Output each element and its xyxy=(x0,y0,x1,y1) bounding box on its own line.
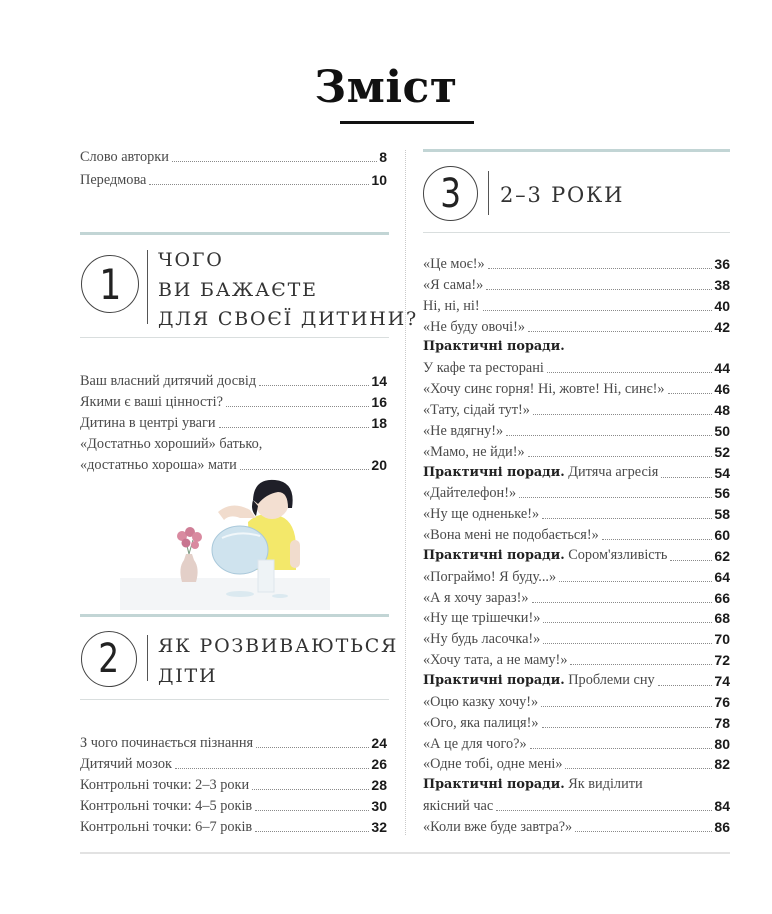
toc-entry[interactable] xyxy=(423,629,730,649)
toc-entry-label xyxy=(423,336,565,357)
leader-dots xyxy=(559,581,712,582)
toc-entry-page: 58 xyxy=(714,506,730,523)
chapter-2-divider xyxy=(147,635,148,681)
chapter-3-bottom-rule xyxy=(423,232,730,233)
chapter-1-number-badge xyxy=(81,255,139,313)
toc-entry-label: Ваш власний дитячий досвід xyxy=(80,373,257,389)
leader-dots xyxy=(565,768,712,769)
toc-entry-label xyxy=(423,567,556,587)
toc-entry-label xyxy=(423,296,480,316)
girl-pouring-water-illustration xyxy=(100,470,350,610)
practical-tips-label: Практичні поради. xyxy=(423,464,565,480)
leader-dots xyxy=(528,331,712,332)
toc-entry-page: 60 xyxy=(714,527,730,544)
toc-entry-label xyxy=(423,774,643,795)
toc-entry[interactable] xyxy=(423,442,730,462)
leader-dots xyxy=(542,518,712,519)
toc-entry-label: З чого починається пізнання xyxy=(80,735,254,751)
toc-entry-page: 78 xyxy=(714,714,730,731)
toc-entry-page: 30 xyxy=(371,798,387,814)
toc-entry[interactable] xyxy=(423,463,730,483)
leader-dots xyxy=(496,810,712,811)
toc-entry-text: «Коли вже буде завтра?» xyxy=(423,818,573,835)
toc-entry[interactable] xyxy=(80,392,387,412)
practical-tips-label: Практичні поради. xyxy=(423,777,565,793)
page-title: Зміст xyxy=(314,62,458,113)
toc-entry-label xyxy=(423,608,540,628)
toc-entry-label xyxy=(423,754,562,774)
toc-entry[interactable] xyxy=(423,525,730,545)
toc-entry-page: 36 xyxy=(714,256,730,272)
toc-entry-text: Дитяча агресія xyxy=(564,463,659,480)
toc-entry[interactable] xyxy=(423,421,730,441)
toc-entry-page: 16 xyxy=(371,394,387,410)
toc-entry-label xyxy=(423,400,530,420)
toc-entry-text: «А я хочу зараз!» xyxy=(423,589,529,606)
chapter-1-title-line: ЧОГО xyxy=(158,249,224,271)
toc-entry-label xyxy=(423,421,503,441)
toc-entry[interactable] xyxy=(423,358,730,378)
chapter-3-title-line: 2–3 РОКИ xyxy=(500,183,625,207)
toc-entry-text: «Одне тобі, одне мені» xyxy=(423,756,563,773)
toc-entry[interactable] xyxy=(423,650,730,670)
chapter-1-title-line: ДЛЯ СВОЄЇ ДИТИНИ? xyxy=(158,308,419,330)
chapter-1-top-rule xyxy=(80,232,389,235)
toc-entry-text: «Ну ще трішечки!» xyxy=(423,610,541,627)
toc-entry-label: Передмова xyxy=(80,172,147,188)
chapter-1-divider xyxy=(147,250,148,324)
toc-entry-text: «Дайтелефон!» xyxy=(423,485,517,502)
toc-entry-label xyxy=(423,379,665,399)
toc-entry-label xyxy=(423,817,572,837)
toc-entry-label: Якими є ваші цінності? xyxy=(80,394,223,410)
toc-entry-page: 14 xyxy=(371,373,387,389)
chapter-3-number-badge xyxy=(423,166,478,221)
toc-entry[interactable] xyxy=(423,567,730,587)
leader-dots xyxy=(255,810,369,811)
toc-entry-page: 52 xyxy=(714,443,730,460)
leader-dots xyxy=(488,268,713,269)
toc-entry-text: «Хочу синє горня! Ні, жовте! Ні, синє!» xyxy=(423,381,665,398)
toc-entry[interactable] xyxy=(423,254,730,274)
leader-dots xyxy=(670,560,712,561)
toc-entry-label xyxy=(423,796,493,816)
title-underline xyxy=(340,121,474,124)
leader-dots xyxy=(172,161,377,162)
toc-entry-label xyxy=(423,545,667,566)
toc-entry-page: 62 xyxy=(714,547,730,564)
toc-entry-text: «Тату, сідай тут!» xyxy=(423,401,530,418)
toc-entry[interactable] xyxy=(80,733,387,753)
toc-entry-page: 72 xyxy=(714,652,730,669)
leader-dots xyxy=(532,602,713,603)
chapter-2-title[interactable] xyxy=(158,632,398,691)
leader-dots xyxy=(541,706,712,707)
chapter-1-bottom-rule xyxy=(80,337,389,338)
toc-entry[interactable] xyxy=(423,692,730,712)
toc-entry-text: «Не буду овочі!» xyxy=(423,318,526,335)
toc-entry-page: 86 xyxy=(714,818,730,835)
toc-entry-page: 74 xyxy=(714,673,730,689)
chapter-2-number-badge xyxy=(81,631,137,687)
toc-entry[interactable] xyxy=(423,483,730,503)
toc-entry-text: «Ну будь ласочка!» xyxy=(423,631,541,648)
toc-entry-text: «Оцю казку хочу!» xyxy=(423,693,539,710)
toc-entry-text: Проблеми сну xyxy=(564,672,655,688)
toc-entry-text: Як виділити xyxy=(564,776,643,793)
toc-entry-page: 8 xyxy=(379,149,387,165)
toc-entry-label xyxy=(423,629,540,649)
chapter-2-title-line: ЯК РОЗВИВАЮТЬСЯ xyxy=(158,635,399,657)
leader-dots xyxy=(259,385,369,386)
toc-entry-label: «Достатньо хороший» батько, xyxy=(80,436,263,452)
toc-entry[interactable] xyxy=(80,413,387,433)
toc-entry-page: 38 xyxy=(714,276,730,293)
toc-entry[interactable] xyxy=(80,817,387,837)
toc-entry[interactable] xyxy=(423,296,730,316)
toc-entry-page: 20 xyxy=(371,457,387,473)
toc-entry-page: 66 xyxy=(714,589,730,606)
toc-entry-page: 48 xyxy=(714,401,730,418)
table-shape xyxy=(120,578,330,610)
toc-entry-label xyxy=(423,713,539,733)
toc-entry-label xyxy=(423,317,525,337)
toc-entry-label: Контрольні точки: 4–5 років xyxy=(80,798,253,814)
toc-entry[interactable] xyxy=(423,608,730,628)
leader-dots xyxy=(530,748,713,749)
toc-entry-text: «А це для чого?» xyxy=(423,735,527,752)
toc-entry-text: якісний час xyxy=(423,798,494,815)
toc-entry-text: «Вона мені не подобається!» xyxy=(423,527,599,544)
toc-entry-text: «Мамо, не йди!» xyxy=(423,443,525,460)
toc-entry-label xyxy=(423,734,527,754)
toc-entry[interactable] xyxy=(423,713,730,733)
toc-entry-front-1[interactable] xyxy=(80,170,387,190)
chapter-2-bottom-rule xyxy=(80,699,389,700)
toc-entry-text: «Хочу тата, а не маму!» xyxy=(423,652,568,669)
chapter-3-top-rule xyxy=(423,149,730,152)
toc-entry-label xyxy=(423,275,483,295)
toc-entry-label xyxy=(423,588,529,608)
leader-dots xyxy=(542,727,713,728)
toc-entry[interactable] xyxy=(423,546,730,566)
toc-entry-label: Дитячий мозок xyxy=(80,756,172,772)
chapter-1-title[interactable] xyxy=(158,246,418,335)
toc-entry-page: 76 xyxy=(714,693,730,710)
toc-entry-text: «Не вдягну!» xyxy=(423,422,504,439)
toc-entry-page: 84 xyxy=(714,798,730,815)
toc-entry-page: 46 xyxy=(714,381,730,398)
toc-entry-label: Контрольні точки: 2–3 роки xyxy=(80,777,250,793)
toc-entry-page: 32 xyxy=(371,819,387,835)
toc-entry[interactable] xyxy=(423,588,730,608)
leader-dots xyxy=(255,831,369,832)
leader-dots xyxy=(575,831,712,832)
toc-entry-text: «Я сама!» xyxy=(423,276,484,293)
leader-dots xyxy=(256,747,369,748)
leader-dots xyxy=(543,622,712,623)
leader-dots xyxy=(506,435,712,436)
toc-entry-label xyxy=(423,358,544,378)
toc-entry-page: 42 xyxy=(714,318,730,335)
toc-entry-text: «Ну ще одненьке!» xyxy=(423,506,540,523)
chapter-2-top-rule xyxy=(80,614,389,617)
toc-entry-label xyxy=(423,442,525,462)
chapter-3-title[interactable] xyxy=(500,181,624,211)
toc-entry-page: 18 xyxy=(371,415,387,431)
toc-entry-page: 10 xyxy=(371,172,387,188)
toc-entry-page: 70 xyxy=(714,631,730,648)
leader-dots xyxy=(602,539,713,540)
toc-entry-page: 26 xyxy=(371,756,387,772)
toc-entry-label: Контрольні точки: 6–7 років xyxy=(80,819,253,835)
toc-entry[interactable] xyxy=(423,504,730,524)
leader-dots xyxy=(658,685,713,686)
toc-entry[interactable] xyxy=(423,734,730,754)
vase-icon xyxy=(180,554,197,582)
toc-entry[interactable] xyxy=(423,817,730,837)
leader-dots xyxy=(668,393,713,394)
toc-entry-label xyxy=(423,650,567,670)
toc-entry-page: 28 xyxy=(371,777,387,793)
chapter-2-number: 2 xyxy=(98,636,120,682)
leader-dots xyxy=(547,372,713,373)
toc-entry[interactable] xyxy=(80,371,387,391)
leader-dots xyxy=(543,643,712,644)
chapter-1-number: 1 xyxy=(99,259,121,309)
practical-tips-label: Практичні поради. xyxy=(423,673,565,688)
leader-dots xyxy=(519,497,712,498)
toc-entry-label xyxy=(423,525,599,545)
toc-entry-label xyxy=(423,254,485,274)
toc-entry[interactable] xyxy=(423,671,730,691)
chapter-3-divider xyxy=(488,171,489,215)
toc-entry-page: 82 xyxy=(714,756,730,773)
toc-entry-label: «достатньо хороша» мати xyxy=(80,457,237,473)
toc-entry[interactable] xyxy=(80,796,387,816)
toc-entry-page: 24 xyxy=(371,735,387,751)
leader-dots xyxy=(252,789,369,790)
toc-entry-label xyxy=(423,670,655,691)
chapter-1-title-line: ВИ БАЖАЄТЕ xyxy=(158,278,318,301)
toc-entry[interactable] xyxy=(423,275,730,295)
leader-dots xyxy=(533,414,712,415)
chapter-2-title-line: ДІТИ xyxy=(158,664,218,687)
toc-entry-text: «Ого, яка палиця!» xyxy=(423,714,539,731)
toc-entry-label: Дитина в центрі уваги xyxy=(80,415,216,431)
toc-entry-page: 56 xyxy=(714,485,730,502)
toc-entry-page: 68 xyxy=(714,610,730,627)
toc-entry-label: Слово авторки xyxy=(80,149,169,165)
toc-entry[interactable] xyxy=(423,796,730,816)
page-bottom-rule xyxy=(80,852,730,854)
toc-entry-page: 40 xyxy=(714,297,730,314)
glass-icon xyxy=(258,560,274,592)
toc-entry[interactable] xyxy=(423,317,730,337)
practical-tips-label: Практичні поради. xyxy=(423,547,565,563)
leader-dots xyxy=(226,406,370,407)
toc-section-heading[interactable] xyxy=(423,337,730,357)
toc-entry-page: 44 xyxy=(714,360,730,377)
toc-entry-label xyxy=(423,692,538,712)
toc-entry-page: 50 xyxy=(714,422,730,439)
toc-entry[interactable] xyxy=(80,434,387,454)
leader-dots xyxy=(661,477,712,478)
leader-dots xyxy=(528,456,713,457)
toc-entry-text: «Це моє!» xyxy=(423,256,485,272)
toc-entry-text: Ні, ні, ні! xyxy=(423,297,480,314)
toc-entry[interactable] xyxy=(423,379,730,399)
toc-entry-label xyxy=(423,504,539,524)
toc-entry-page: 64 xyxy=(714,568,730,585)
toc-entry-label xyxy=(423,483,516,503)
toc-entry[interactable] xyxy=(80,754,387,774)
leader-dots xyxy=(175,768,369,769)
toc-entry-label xyxy=(423,462,658,483)
toc-entry-text: У кафе та ресторані xyxy=(423,360,544,377)
toc-entry[interactable] xyxy=(423,400,730,420)
toc-entry-front-0[interactable] xyxy=(80,147,387,167)
toc-entry[interactable] xyxy=(80,775,387,795)
toc-entry-page: 80 xyxy=(714,735,730,752)
toc-entry[interactable] xyxy=(423,775,730,795)
toc-entry[interactable] xyxy=(423,754,730,774)
toc-entry-text: «Пограймо! Я буду...» xyxy=(423,568,557,585)
leader-dots xyxy=(486,289,712,290)
leader-dots xyxy=(483,310,713,311)
practical-tips-label: Практичні поради. xyxy=(423,339,565,355)
toc-entry-page: 54 xyxy=(714,464,730,481)
leader-dots xyxy=(219,427,370,428)
leader-dots xyxy=(149,184,369,185)
toc-entry-text: Сором'язливість xyxy=(564,546,668,563)
leader-dots xyxy=(570,664,712,665)
chapter-3-number: 3 xyxy=(440,170,461,217)
